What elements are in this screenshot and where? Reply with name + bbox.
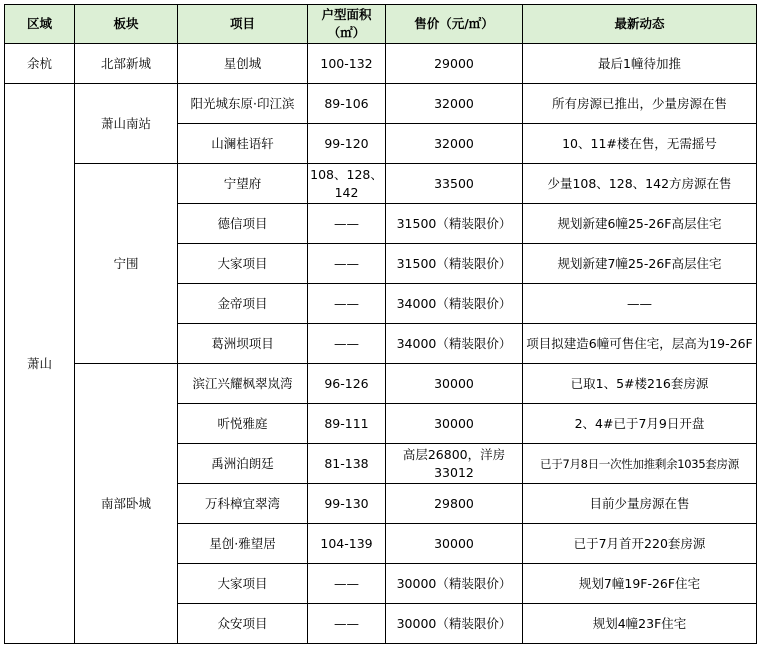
- news-cell: 最后1幢待加推: [523, 44, 757, 84]
- project-cell: 众安项目: [178, 604, 308, 644]
- price-cell: 29800: [386, 484, 523, 524]
- project-cell: 大家项目: [178, 244, 308, 284]
- project-cell: 星创城: [178, 44, 308, 84]
- news-cell: 2、4#已于7月9日开盘: [523, 404, 757, 444]
- project-cell: 金帝项目: [178, 284, 308, 324]
- news-cell: 目前少量房源在售: [523, 484, 757, 524]
- area-cell: 89-106: [308, 84, 386, 124]
- price-cell: 32000: [386, 124, 523, 164]
- block-cell: 宁围: [75, 164, 178, 364]
- news-cell: 项目拟建造6幢可售住宅，层高为19-26F: [523, 324, 757, 364]
- area-cell: 99-130: [308, 484, 386, 524]
- project-cell: 山澜桂语轩: [178, 124, 308, 164]
- area-cell: 108、128、142: [308, 164, 386, 204]
- area-cell: 104-139: [308, 524, 386, 564]
- price-cell: 30000: [386, 404, 523, 444]
- table-header-row: [5, 5, 757, 44]
- table-row: [5, 44, 757, 84]
- block-cell: 萧山南站: [75, 84, 178, 164]
- header-project: 项目: [178, 5, 308, 44]
- area-cell: ——: [308, 204, 386, 244]
- project-cell: 大家项目: [178, 564, 308, 604]
- price-cell: 34000（精装限价）: [386, 324, 523, 364]
- news-cell: 规划新建7幢25-26F高层住宅: [523, 244, 757, 284]
- price-cell: 30000（精装限价）: [386, 604, 523, 644]
- project-cell: 听悦雅庭: [178, 404, 308, 444]
- area-cell: ——: [308, 244, 386, 284]
- area-cell: 81-138: [308, 444, 386, 484]
- news-cell: 已取1、5#楼216套房源: [523, 364, 757, 404]
- area-cell: 89-111: [308, 404, 386, 444]
- price-cell: 32000: [386, 84, 523, 124]
- price-cell: 31500（精装限价）: [386, 244, 523, 284]
- area-cell: 100-132: [308, 44, 386, 84]
- news-cell: 10、11#楼在售，无需摇号: [523, 124, 757, 164]
- price-cell: 30000: [386, 364, 523, 404]
- news-cell: 已于7月8日一次性加推剩余1035套房源: [523, 444, 757, 484]
- region-cell: 余杭: [5, 44, 75, 84]
- header-news: 最新动态: [523, 5, 757, 44]
- area-cell: ——: [308, 284, 386, 324]
- table-row: [5, 164, 757, 204]
- area-cell: 99-120: [308, 124, 386, 164]
- news-cell: 规划4幢23F住宅: [523, 604, 757, 644]
- price-cell: 30000: [386, 524, 523, 564]
- area-cell: 96-126: [308, 364, 386, 404]
- project-cell: 星创·雅望居: [178, 524, 308, 564]
- news-cell: 规划7幢19F-26F住宅: [523, 564, 757, 604]
- project-cell: 阳光城东原·印江滨: [178, 84, 308, 124]
- header-region: 区域: [5, 5, 75, 44]
- price-cell: 33500: [386, 164, 523, 204]
- price-cell: 29000: [386, 44, 523, 84]
- price-cell: 高层26800，洋房33012: [386, 444, 523, 484]
- block-cell: 南部卧城: [75, 364, 178, 644]
- project-cell: 德信项目: [178, 204, 308, 244]
- news-cell: 规划新建6幢25-26F高层住宅: [523, 204, 757, 244]
- header-price: 售价（元/㎡）: [386, 5, 523, 44]
- project-cell: 万科樟宜翠湾: [178, 484, 308, 524]
- area-cell: ——: [308, 604, 386, 644]
- project-cell: 禹洲泊朗廷: [178, 444, 308, 484]
- area-cell: ——: [308, 324, 386, 364]
- project-cell: 葛洲坝项目: [178, 324, 308, 364]
- area-cell: ——: [308, 564, 386, 604]
- header-area: 户型面积 （㎡）: [308, 5, 386, 44]
- housing-projects-table: [4, 4, 757, 644]
- table-row: [5, 84, 757, 124]
- header-block: 板块: [75, 5, 178, 44]
- project-cell: 宁望府: [178, 164, 308, 204]
- price-cell: 34000（精装限价）: [386, 284, 523, 324]
- news-cell: ——: [523, 284, 757, 324]
- news-cell: 所有房源已推出，少量房源在售: [523, 84, 757, 124]
- table-row: [5, 364, 757, 404]
- price-cell: 30000（精装限价）: [386, 564, 523, 604]
- block-cell: 北部新城: [75, 44, 178, 84]
- news-cell: 已于7月首开220套房源: [523, 524, 757, 564]
- region-cell: 萧山: [5, 84, 75, 644]
- project-cell: 滨江兴耀枫翠岚湾: [178, 364, 308, 404]
- price-cell: 31500（精装限价）: [386, 204, 523, 244]
- news-cell: 少量108、128、142方房源在售: [523, 164, 757, 204]
